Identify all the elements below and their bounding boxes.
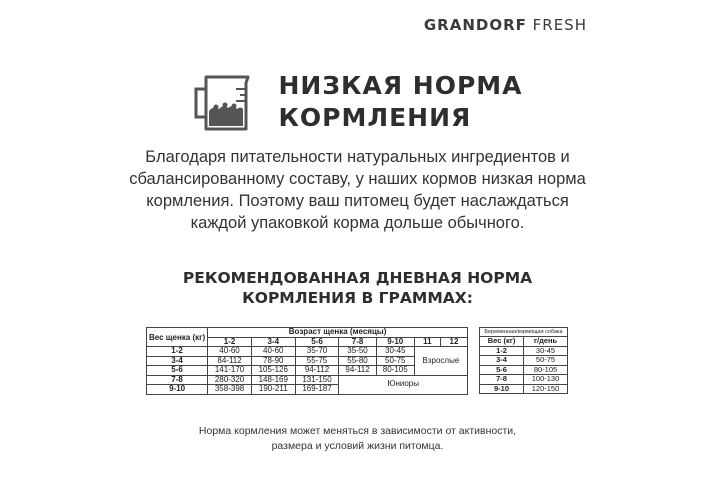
table-cell: 55-80 bbox=[339, 356, 376, 366]
table-cell: 120-150 bbox=[524, 384, 568, 394]
heading-block bbox=[0, 70, 715, 134]
footnote-line-1: Норма кормления может меняться в зависимости от активности, bbox=[198, 425, 517, 437]
pregnant-dog-feeding-table bbox=[479, 327, 568, 394]
row-weight: 5-6 bbox=[480, 365, 524, 375]
weight-column-header: Вес щенка (кг) bbox=[147, 328, 208, 347]
table-cell: 169-187 bbox=[295, 385, 339, 395]
table-cell: 30-45 bbox=[524, 346, 568, 356]
age-col-9-10: 9-10 bbox=[376, 337, 414, 347]
table-title-line-2: КОРМЛЕНИЯ В ГРАММАХ: bbox=[242, 289, 473, 307]
measuring-jug-icon bbox=[192, 71, 256, 133]
puppy-feeding-table bbox=[146, 327, 468, 395]
age-column-header: Возраст щенка (месяцы) bbox=[208, 328, 468, 338]
brand-name-part1: GRANDORF bbox=[423, 16, 527, 34]
table-row bbox=[147, 347, 468, 357]
age-col-5-6: 5-6 bbox=[295, 337, 339, 347]
table-cell: 94-112 bbox=[295, 366, 339, 376]
intro-line-1: Благодаря питательности натуральных ингредиентов и bbox=[145, 148, 570, 166]
row-weight: 1-2 bbox=[480, 346, 524, 356]
table-header-row bbox=[147, 328, 468, 338]
table-cell: 55-75 bbox=[295, 356, 339, 366]
intro-paragraph bbox=[0, 146, 715, 234]
table-cell: 35-70 bbox=[295, 347, 339, 357]
age-col-1-2: 1-2 bbox=[208, 337, 252, 347]
table-cell: 80-105 bbox=[376, 366, 414, 376]
age-col-3-4: 3-4 bbox=[251, 337, 295, 347]
table-cell: 141-170 bbox=[208, 366, 252, 376]
age-col-11: 11 bbox=[414, 337, 440, 347]
table-cell: 84-112 bbox=[208, 356, 252, 366]
intro-line-3: кормления. Поэтому ваш питомец будет наслаждаться bbox=[146, 192, 569, 210]
table-section-title bbox=[0, 268, 715, 308]
table-cell: 358-398 bbox=[208, 385, 252, 395]
brand-name-part2: FRESH bbox=[532, 16, 587, 34]
table-cell: 94-112 bbox=[339, 366, 376, 376]
table-cell: 280-320 bbox=[208, 375, 252, 385]
age-col-12: 12 bbox=[440, 337, 467, 347]
table-cell: 105-126 bbox=[251, 366, 295, 376]
title-line-2: КОРМЛЕНИЯ bbox=[278, 103, 472, 132]
table-cell: 50-75 bbox=[524, 356, 568, 366]
footnote bbox=[0, 424, 715, 454]
table-cell: 30-45 bbox=[376, 347, 414, 357]
table-title-line-1: РЕКОМЕНДОВАННАЯ ДНЕВНАЯ НОРМА bbox=[182, 269, 533, 287]
age-col-7-8: 7-8 bbox=[339, 337, 376, 347]
table-cell: 50-75 bbox=[376, 356, 414, 366]
table-cell: 190-211 bbox=[251, 385, 295, 395]
table-cell: 78-90 bbox=[251, 356, 295, 366]
table-cell: 80-105 bbox=[524, 365, 568, 375]
table-cell: 40-60 bbox=[251, 347, 295, 357]
table-cell: 131-150 bbox=[295, 375, 339, 385]
row-weight: 3-4 bbox=[147, 356, 208, 366]
table-row bbox=[480, 384, 568, 394]
row-weight: 7-8 bbox=[480, 375, 524, 385]
brand-logo bbox=[424, 16, 587, 34]
table-cell: 35-50 bbox=[339, 347, 376, 357]
adults-cell: Взрослые bbox=[414, 347, 467, 376]
page-title bbox=[278, 70, 522, 134]
row-weight: 3-4 bbox=[480, 356, 524, 366]
row-weight: 7-8 bbox=[147, 375, 208, 385]
row-weight: 1-2 bbox=[147, 347, 208, 357]
table-row bbox=[480, 356, 568, 366]
table-cell: 148-169 bbox=[251, 375, 295, 385]
row-weight: 9-10 bbox=[480, 384, 524, 394]
table-row bbox=[480, 375, 568, 385]
pregnant-header-row bbox=[480, 337, 568, 347]
footnote-line-2: размера и условий жизни питомца. bbox=[271, 440, 444, 452]
intro-line-2: сбалансированному составу, у наших кормов низкая норма bbox=[129, 170, 586, 188]
table-cell: 100-130 bbox=[524, 375, 568, 385]
juniors-cell: Юниоры bbox=[339, 375, 468, 394]
row-weight: 5-6 bbox=[147, 366, 208, 376]
title-line-1: НИЗКАЯ НОРМА bbox=[278, 71, 523, 100]
pregnant-amount-header: г/день bbox=[524, 337, 568, 347]
row-weight: 9-10 bbox=[147, 385, 208, 395]
pregnant-table-caption: Беременная/кормящая собака bbox=[480, 328, 568, 337]
table-cell: 40-60 bbox=[208, 347, 252, 357]
intro-line-4: каждой упаковкой корма дольше обычного. bbox=[190, 214, 525, 232]
pregnant-weight-header: Вес (кг) bbox=[480, 337, 524, 347]
